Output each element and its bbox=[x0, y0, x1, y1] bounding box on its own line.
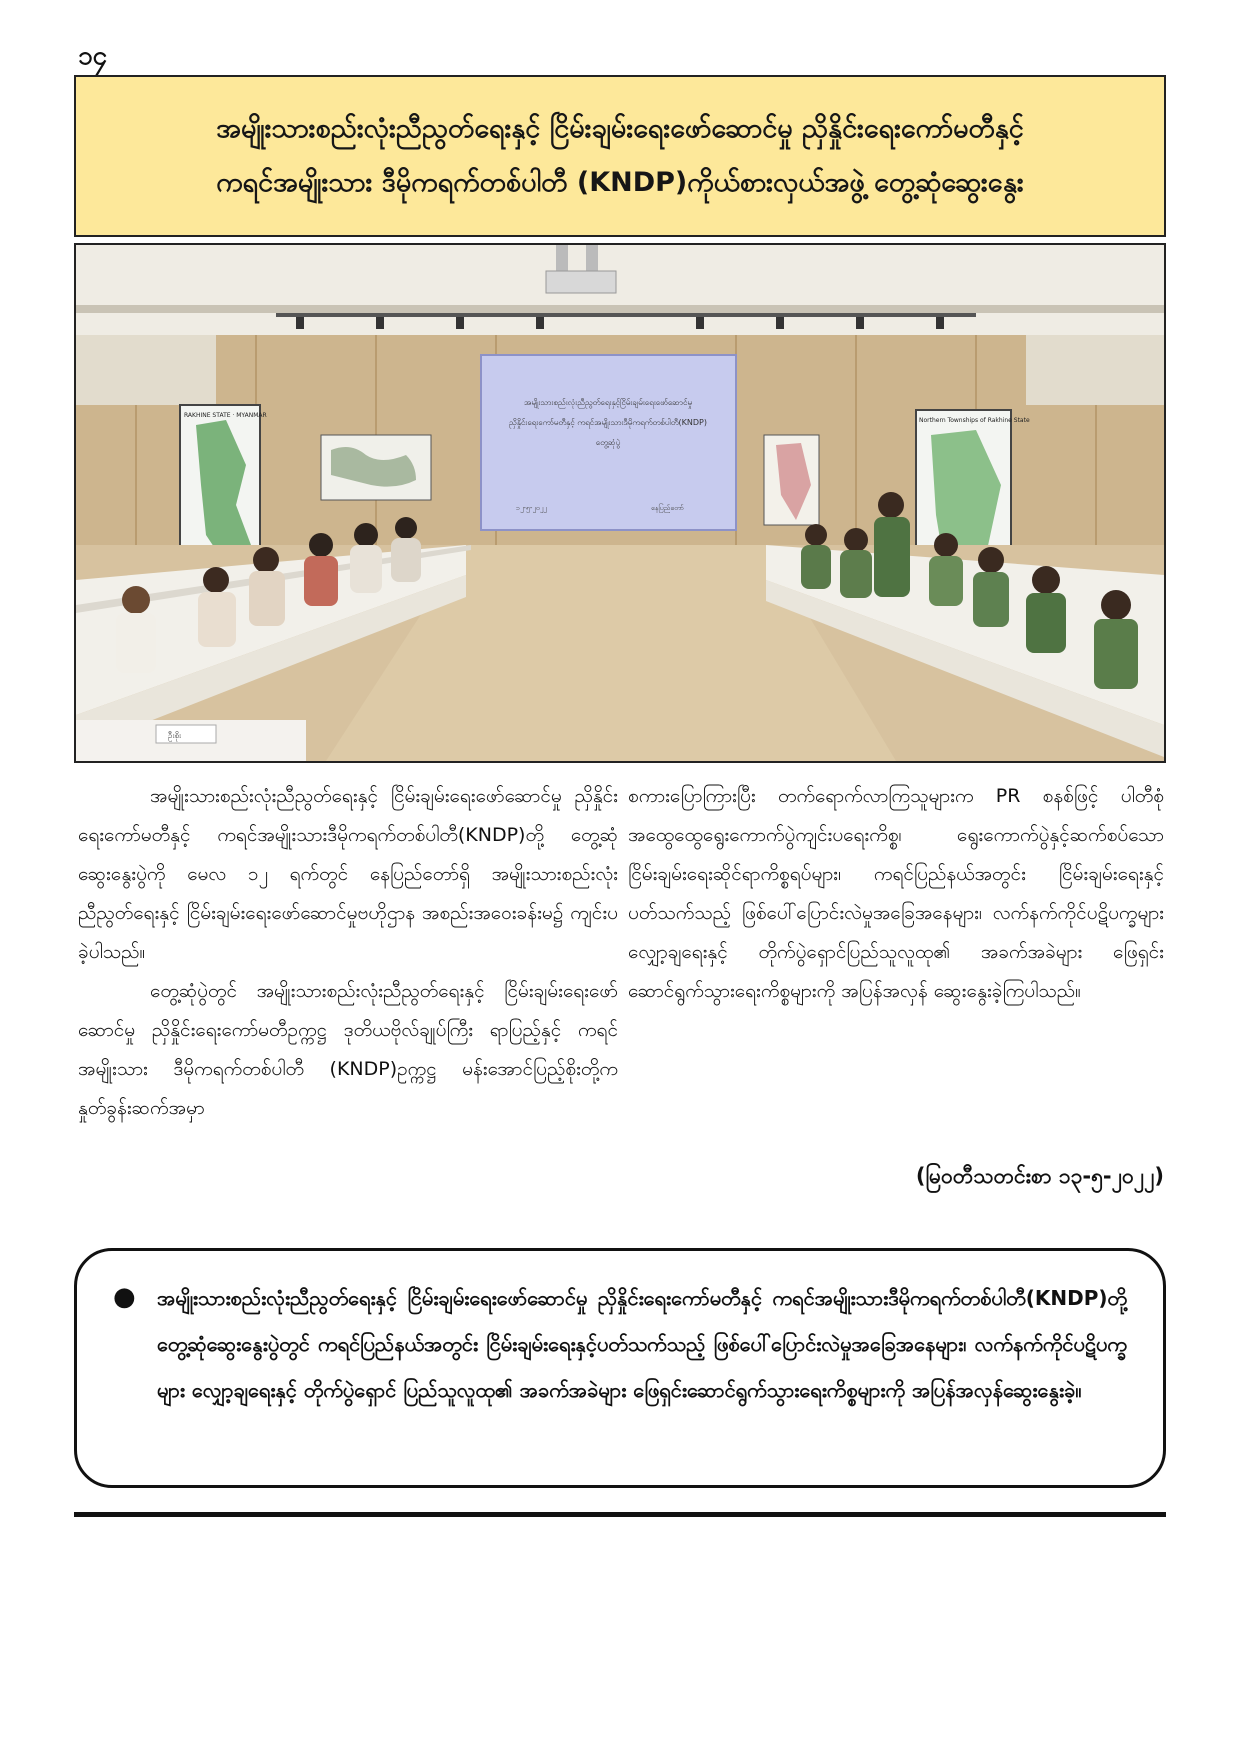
headline-box bbox=[74, 75, 1166, 237]
article-column-right bbox=[628, 777, 1164, 1011]
news-source: (မြဝတီသတင်းစာ ၁၃-၅-၂၀၂၂) bbox=[915, 1164, 1164, 1188]
article-paragraph: တွေ့ဆုံပွဲတွင် အမျိုးသားစည်းလုံးညီညွတ်ရေးနှင့် ငြိမ်းချမ်းရေးဖော်ဆောင်မှု ညှိနှိုင်းရေးကော်မတီဥက္ကဋ္ဌ ဒုတိယဗိုလ်ချုပ်ကြီး ရာပြည့်နှင့် ကရင်အမျိုးသား ဒီမိုကရက်တစ်ပါတီ (KNDP)ဥက္ကဋ္ဌ မန်းအောင်ပြည့်စိုးတို့က နှုတ်ခွန်းဆက်အမှာ bbox=[78, 980, 618, 1119]
map-right-label: Northern Townships of Rakhine State bbox=[919, 417, 1030, 424]
screen-line-2: ညှိနှိုင်းရေးကော်မတီနှင့် ကရင်အမျိုးသားဒီမိုကရက်တစ်ပါတီ(KNDP) bbox=[509, 418, 707, 427]
article-column-left bbox=[78, 777, 618, 1128]
page-number: ၁၄ bbox=[78, 41, 108, 71]
article-paragraph: စကားပြောကြားပြီး တက်ရောက်လာကြသူများက PR စနစ်ဖြင့် ပါတီစုံအထွေထွေရွေးကောက်ပွဲကျင်းပရေးကိစ္စ၊ ရွေးကောက်ပွဲနှင့်ဆက်စပ်သော ငြိမ်းချမ်းရေးဆိုင်ရာကိစ္စရပ်များ၊ ကရင်ပြည်နယ်အတွင်း ငြိမ်းချမ်းရေးနှင့်ပတ်သက်သည့် ဖြစ်ပေါ်ပြောင်းလဲမှုအခြေအနေများ၊ လက်နက်ကိုင်ပဋိပက္ခများ လျှော့ချရေးနှင့် တိုက်ပွဲရှောင်ပြည်သူလူထု၏ အခက်အခဲများ ဖြေရှင်းဆောင်ရွက်သွားရေးကိစ္စများကို အပြန်အလှန် ဆွေးနွေးခဲ့ကြပါသည်။ bbox=[628, 785, 1164, 1002]
bullet-icon: ● bbox=[113, 1282, 136, 1312]
nameplate: ဦးစိုး bbox=[168, 731, 181, 740]
headline-line-2: ကရင်အမျိုးသား ဒီမိုကရက်တစ်ပါတီ (KNDP)ကိုယ်စားလှယ်အဖွဲ့ တွေ့ဆုံဆွေးနွေး bbox=[216, 167, 1024, 198]
meeting-photo bbox=[74, 243, 1166, 763]
screen-footer-right: နေပြည်တော် bbox=[651, 504, 684, 512]
headline-line-1: အမျိုးသားစည်းလုံးညီညွတ်ရေးနှင့် ငြိမ်းချမ်းရေးဖော်ဆောင်မှု ညှိနှိုင်းရေးကော်မတီနှင့် bbox=[216, 113, 1024, 144]
summary-text: အမျိုးသားစည်းလုံးညီညွတ်ရေးနှင့် ငြိမ်းချမ်းရေးဖော်ဆောင်မှု ညှိနှိုင်းရေးကော်မတီနှင့် ကရင်အမျိုးသားဒီမိုကရက်တစ်ပါတီ(KNDP)တို့ တွေ့ဆုံဆွေးနွေးပွဲတွင် ကရင်ပြည်နယ်အတွင်း ငြိမ်းချမ်းရေးနှင့်ပတ်သက်သည့် ဖြစ်ပေါ်ပြောင်းလဲမှုအခြေအနေများ၊ လက်နက်ကိုင်ပဋိပက္ခများ လျှော့ချရေးနှင့် တိုက်ပွဲရှောင် ပြည်သူလူထု၏ အခက်အခဲများ ဖြေရှင်းဆောင်ရွက်သွားရေးကိစ္စများကို အပြန်အလှန်ဆွေးနွေးခဲ့။ bbox=[157, 1286, 1127, 1402]
screen-line-1: အမျိုးသားစည်းလုံးညီညွတ်ရေးနှင့်ငြိမ်းချမ်းရေးဖော်ဆောင်မှု bbox=[524, 398, 692, 407]
map-left-label: RAKHINE STATE · MYANMAR bbox=[184, 412, 267, 419]
screen-footer-left: ၁၂-၅-၂၀၂၂ bbox=[516, 504, 547, 512]
summary-box bbox=[74, 1248, 1166, 1488]
bottom-divider bbox=[74, 1512, 1166, 1517]
article-paragraph: အမျိုးသားစည်းလုံးညီညွတ်ရေးနှင့် ငြိမ်းချမ်းရေးဖော်ဆောင်မှု ညှိနှိုင်းရေးကော်မတီနှင့် ကရင်အမျိုးသားဒီမိုကရက်တစ်ပါတီ(KNDP)တို့ တွေ့ဆုံဆွေးနွေးပွဲကို မေလ ၁၂ ရက်တွင် နေပြည်တော်ရှိ အမျိုးသားစည်းလုံးညီညွတ်ရေးနှင့် ငြိမ်းချမ်းရေးဖော်ဆောင်မှုဗဟိုဌာန အစည်းအဝေးခန်းမ၌ ကျင်းပခဲ့ပါသည်။ bbox=[78, 785, 618, 963]
screen-line-3: တွေ့ဆုံပွဲ bbox=[595, 438, 621, 447]
